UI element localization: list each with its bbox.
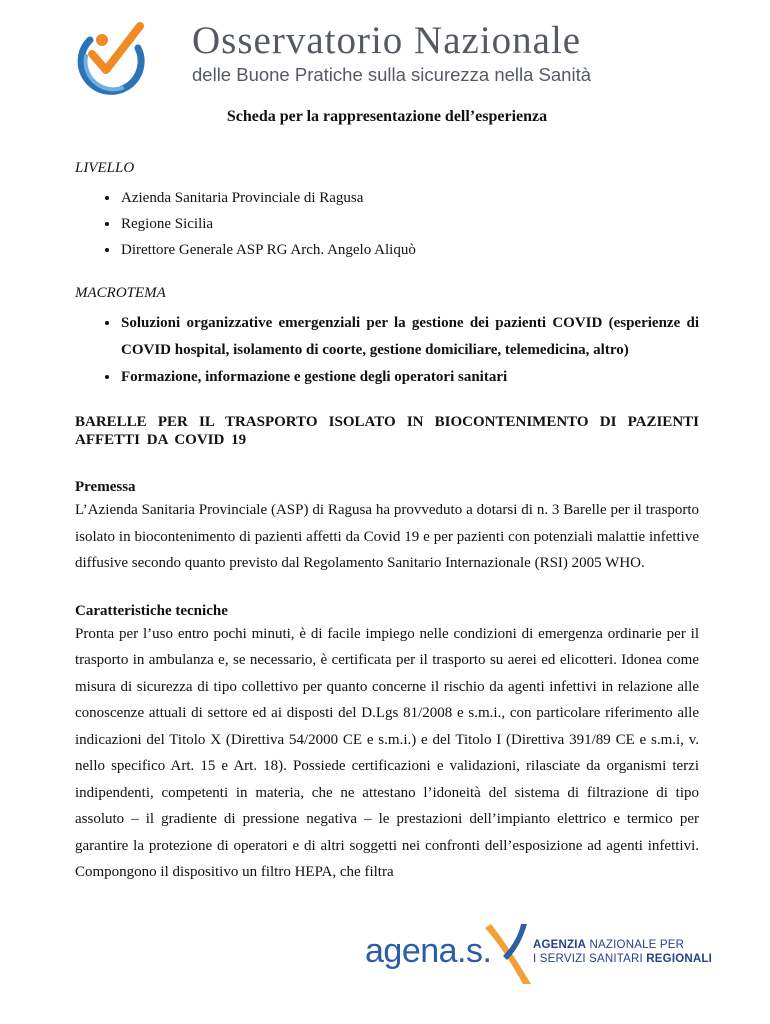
list-item: • Soluzioni organizzative emergenziali per la gestione dei pazienti COVID (esperienze di COVID hospital, isolamento di coorte, gestione domiciliare, telemedicina, altro) xyxy=(120,310,699,364)
agency-name-line-1 xyxy=(533,939,684,951)
agency-name-bold: AGENZIA xyxy=(533,939,587,951)
list-item: • Regione Sicilia xyxy=(120,211,699,237)
premessa-paragraph: L’Azienda Sanitaria Provinciale (ASP) di Ragusa ha provveduto a dotarsi di n. 3 Barelle per il trasporto isolato in biocontenimento di pazienti affetti da Covid 19 e per pazienti con potenziali malattie infettive diffusive secondo quanto previsto dal Regolamento Sanitario Internazionale (RSI) 2005 WHO. xyxy=(75,502,699,571)
agency-name-rest-2: I SERVIZI SANITARI xyxy=(533,953,647,965)
agenas-footer-logo xyxy=(365,922,712,986)
macrotema-list xyxy=(75,310,699,391)
agency-name-line-2 xyxy=(533,953,712,965)
livello-list xyxy=(75,185,699,263)
agency-name-rest: NAZIONALE PER xyxy=(586,939,685,951)
agenas-brand-word: agena.s. xyxy=(365,932,492,970)
document-body xyxy=(75,104,699,886)
list-item: • Formazione, informazione e gestione degli operatori sanitari xyxy=(120,364,699,391)
person-checkmark-circle-logo xyxy=(72,18,152,98)
list-item: • Direttore Generale ASP RG Arch. Angelo Aliquò xyxy=(120,237,699,263)
agency-name-bold-2: REGIONALI xyxy=(646,953,712,965)
organization-title: Osservatorio Nazionale xyxy=(192,19,582,62)
section-heading: BARELLE PER IL TRASPORTO ISOLATO IN BIOCONTENIMENTO DI PAZIENTI AFFETTI DA COVID 19 xyxy=(75,414,699,448)
caratteristiche-heading: Caratteristiche tecniche xyxy=(75,602,228,619)
macrotema-label: MACROTEMA xyxy=(75,285,166,301)
list-item: • Azienda Sanitaria Provinciale di Ragusa xyxy=(120,185,699,211)
document-title: Scheda per la rappresentazione dell’esperienza xyxy=(226,108,548,125)
livello-label: LIVELLO xyxy=(75,160,135,176)
premessa-heading: Premessa xyxy=(75,479,136,495)
caratteristiche-paragraph: Pronta per l’uso entro pochi minuti, è di facile impiego nelle condizioni di emergenza ordinarie per il trasporto in ambulanza e, se necessario, è certificata per il trasporto su aerei ed elicotteri. Idonea come misura di sicurezza di tipo collettivo per quanto concerne il rischio da agenti infettivi in relazione alle conoscenze attuali di settore ed ai disposti del D.Lgs 81/2008 e s.m.i., con particolare riferimento alle indicazioni del Titolo X (Direttiva 54/2000 CE e s.m.i.) e del Titolo I (Direttiva 391/89 CE e s.m.i, v. nello specifico Art. 15 e Art. 18). Possiede certificazioni e validazioni, rilasciate da organismi terzi indipendenti, competenti in materia, che ne attestano l’idoneità del sistema di filtrazione di tipo assoluto – il gradiente di pressione negativa – le prestazioni dell’impianto elettrico e termico per garantire la protezione di operatori e di altri soggetti nei confronti dell’esposizione ad agenti infettivi. Compongono il dispositivo un filtro HEPA, che filtra xyxy=(75,625,699,880)
page-header xyxy=(0,0,770,100)
organization-subtitle: delle Buone Pratiche sulla sicurezza nella Sanità xyxy=(192,64,592,85)
